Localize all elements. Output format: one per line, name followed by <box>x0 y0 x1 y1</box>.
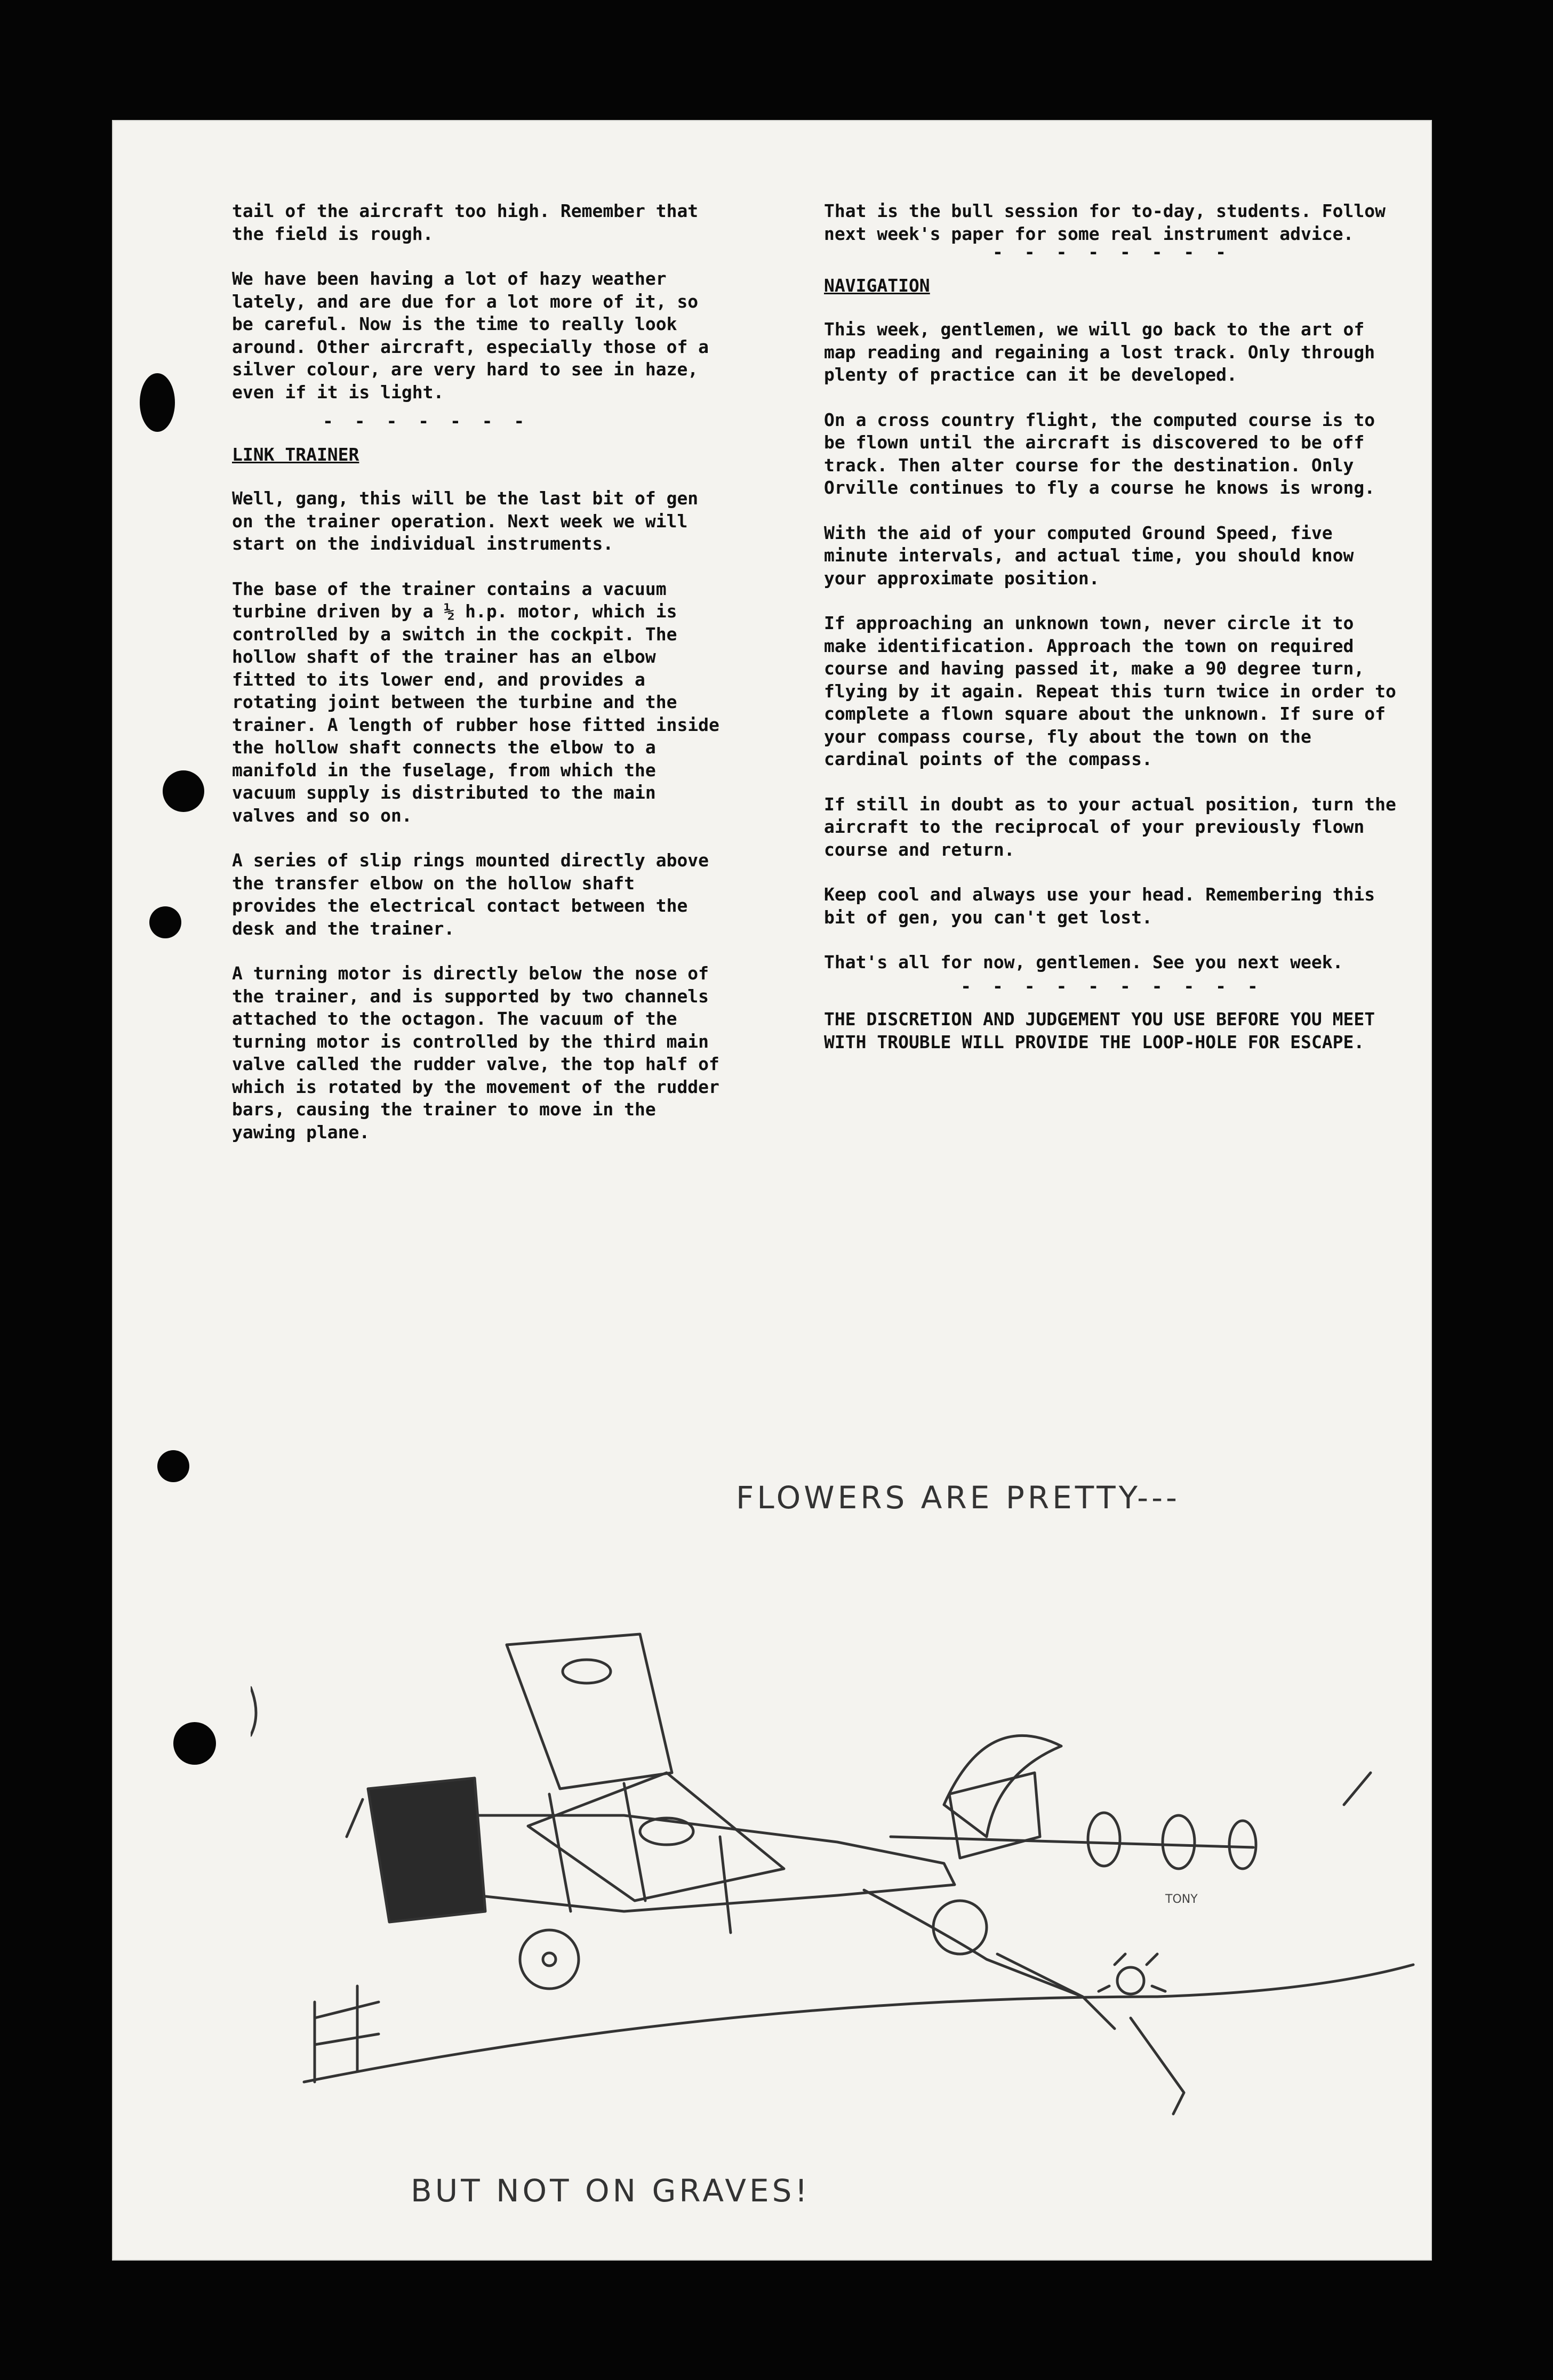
section-divider: - - - - - - - <box>323 411 530 431</box>
section-divider: - - - - - - - - - - <box>960 975 1263 996</box>
punch-hole <box>163 770 204 812</box>
section-divider: - - - - - - - - <box>992 242 1231 262</box>
left-paragraph-3: Well, gang, this will be the last bit of gen on the trainer operation. Next week we will start on the individual instruments. <box>232 488 699 554</box>
right-paragraph-6: If still in doubt as to your actual position, turn the aircraft to the reciprocal of your previously flown course and return. <box>824 793 1396 860</box>
cartoon-caption-bottom: BUT NOT ON GRAVES! <box>411 2173 811 2209</box>
right-column <box>824 200 1400 1076</box>
punch-hole <box>140 373 175 432</box>
left-paragraph-6: A turning motor is directly below the nose of the trainer, and is supported by two channels attached to the octagon. The vacuum of the turning motor is controlled by the third main valve called the rudder valve, the top half of which is rotated by the movement of the rudder bars, causing the trainer to move in the yawing plane. <box>232 963 719 1143</box>
airplane-crash-cartoon <box>251 1613 1424 2199</box>
right-paragraph-3: On a cross country flight, the computed course is to be flown until the aircraft is discovered to be off track. Then alter course for the destination. Only Orville continues to fly a course he knows is wrong. <box>824 409 1375 498</box>
punch-hole <box>157 1450 189 1482</box>
navigation-heading: NAVIGATION <box>824 275 930 296</box>
punch-hole <box>149 906 181 938</box>
link-trainer-heading: LINK TRAINER <box>232 444 359 465</box>
right-paragraph-4: With the aid of your computed Ground Speed, five minute intervals, and actual time, you should know your approximate position. <box>824 522 1354 589</box>
right-paragraph-1: That is the bull session for to-day, students. Follow next week's paper for some real instrument advice. <box>824 200 1386 244</box>
right-paragraph-7: Keep cool and always use your head. Remembering this bit of gen, you can't get lost. <box>824 884 1375 928</box>
left-paragraph-5: A series of slip rings mounted directly above the transfer elbow on the hollow shaft provides the electrical contact between the desk and the trainer. <box>232 850 709 939</box>
right-paragraph-2: This week, gentlemen, we will go back to the art of map reading and regaining a lost track. Only through plenty of practice can it be developed. <box>824 319 1375 385</box>
left-paragraph-2: We have been having a lot of hazy weather lately, and are due for a lot more of it, so be careful. Now is the time to really look around. Other aircraft, especially those of a silver colour, are very hard to see in haze, even if it is light. <box>232 268 709 403</box>
left-paragraph-1: tail of the aircraft too high. Remember that the field is rough. <box>232 200 699 244</box>
punch-hole <box>173 1722 216 1765</box>
right-paragraph-5: If approaching an unknown town, never circle it to make identification. Approach the town on required course and having passed it, make a 90 degree turn, flying by it again. Repeat this turn twice in order to complete a flown square about the unknown. If sure of your compass course, fly about the town on the cardinal points of the compass. <box>824 613 1396 769</box>
closing-motto: THE DISCRETION AND JUDGEMENT YOU USE BEFORE YOU MEET WITH TROUBLE WILL PROVIDE THE LOOP-HOLE FOR ESCAPE. <box>824 1009 1375 1052</box>
document-page <box>112 120 1432 2261</box>
right-paragraph-8: That's all for now, gentlemen. See you next week. <box>824 952 1343 972</box>
artist-signature: TONY <box>1165 1893 1198 1906</box>
cartoon-caption-top: FLOWERS ARE PRETTY--- <box>736 1480 1180 1516</box>
left-column <box>232 200 728 1166</box>
left-paragraph-4: The base of the trainer contains a vacuum turbine driven by a ½ h.p. motor, which is controlled by a switch in the cockpit. The hollow shaft of the trainer has an elbow fitted to its lower end, and provides a rotating joint between the turbine and the trainer. A length of rubber hose fitted inside the hollow shaft connects the elbow to a manifold in the fuselage, from which the vacuum supply is distributed to the main valves and so on. <box>232 578 719 826</box>
